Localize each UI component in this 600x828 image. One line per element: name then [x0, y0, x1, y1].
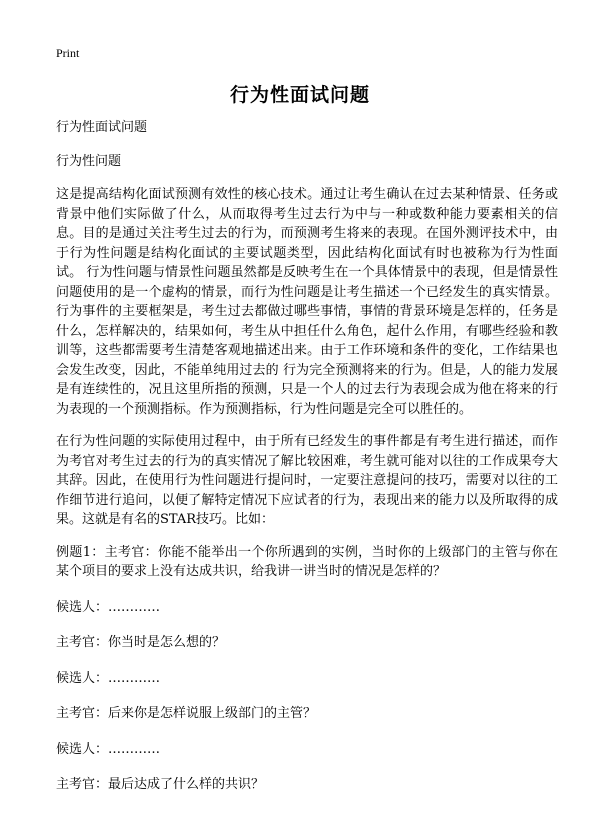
print-link[interactable]: Print [56, 46, 80, 60]
paragraph-intro: 这是提高结构化面试预测有效性的核心技术。通过让考生确认在过去某种情景、任务或背景中他们实际做了什么，从而取得考生过去行为中与一种或数种能力要素相关的信息。目的是通过关注考生过去的行为，而预测考生将来的表现。在国外测评技术中，由于行为性问题是结构化面试的主要试题类型，因此结构化面试有时也被称为行为性面试。 行为性问题与情景性问题虽然都是反映考生在一个具体情景中的表现，但是情景性问题使用的是一个虚构的情景，而行为性问题是让考生描述一个已经发生的真实情景。行为事件的主要框架是，考生过去都做过哪些事情，事情的背景环境是怎样的，任务是什么，怎样解决的，结果如何，考生从中担任什么角色，起什么作用，有哪些经验和教训等，这些都需要考生清楚客观地描述出来。由于工作环境和条件的变化，工作结果也会发生改变，因此，不能单纯用过去的 行为完全预测将来的行为。但是，人的能力发展是有连续性的，况且这里所指的预测，只是一个人的过去行为表现会成为他在将来的行为表现的一个预测指标。作为预测指标，行为性问题是完全可以胜任的。 [56, 187, 558, 417]
dialog-line: 候选人：………… [56, 599, 161, 615]
dialog-line: 主考官：最后达成了什么样的共识？ [56, 777, 265, 792]
dialog-line: 主考官：后来你是怎样说服上级部门的主管？ [56, 706, 317, 721]
dialog-line: 候选人：………… [56, 670, 161, 686]
paragraph-usage: 在行为性问题的实际使用过程中，由于所有已经发生的事件都是有考生进行描述，而作为考官对考生过去的行为的真实情况了解比较困难，考生就可能对以往的工作成果夸大其辞。因此，在使用行为性问题进行提问时，一定要注意提问的技巧，需要对以往的工作细节进行追问，以便了解特定情况下应试者的行为，表现出来的能力以及所取得的成果。这就是有名的STAR技巧。比如： [56, 434, 558, 527]
dialog-line: 主考官：你当时是怎么想的？ [56, 635, 226, 650]
subsection-heading: 行为性问题 [56, 153, 122, 169]
dialog-line: 例题1：主考官：你能不能举出一个你所遇到的实例，当时你的上级部门的主管与你在某个项目的要求上没有达成共识，给我讲一讲当时的情况是怎样的？ [56, 544, 558, 579]
document-body [56, 118, 558, 811]
section-heading: 行为性面试问题 [56, 120, 148, 135]
page-title: 行为性面试问题 [229, 84, 370, 106]
dialog-line: 候选人：………… [56, 741, 161, 757]
